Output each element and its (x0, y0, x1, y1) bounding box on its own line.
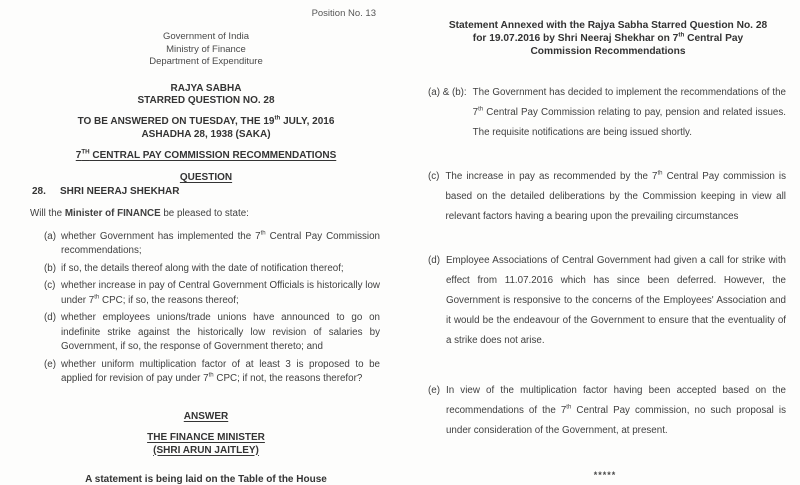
letterhead (30, 31, 382, 69)
answer-text: In view of the multiplication factor having been accepted based on the recommendations of the 7th Central Pay commission, no such proposal is under consideration of the Government, at present. (445, 385, 786, 437)
letterhead-line-2: Ministry of Finance (166, 43, 246, 55)
house-title-block (30, 83, 382, 108)
question-item-c (44, 279, 380, 308)
item-label: (a) (44, 230, 56, 242)
answer-item-e (424, 381, 786, 441)
letterhead-line-1: Government of India (162, 31, 250, 42)
question-heading: QUESTION (179, 171, 233, 183)
minister-block (30, 431, 382, 457)
question-number: 28. (32, 185, 46, 197)
member-row (30, 186, 382, 197)
page-right (424, 0, 786, 480)
answer-label: (c) (428, 171, 440, 183)
end-mark: ***** (593, 470, 617, 481)
item-label: (b) (44, 262, 56, 274)
position-number: Position No. 13 (311, 8, 376, 19)
house-name: RAJYA SABHA (170, 82, 242, 94)
answer-item-ab (424, 83, 786, 143)
answer-text: The Government has decided to implement the recommendations of the 7th Central Pay Commission relating to pay, pension and related issues. The requisite notifications are being issued shortly. (472, 87, 786, 139)
item-text: whether uniform multiplication factor of at least 3 is proposed to be applied for revision of pay under 7th CPC; if not, the reasons therefor? (61, 358, 380, 384)
item-label: (e) (44, 358, 56, 370)
question-item-d (44, 311, 380, 355)
answer-label: (e) (428, 385, 440, 397)
starred-question-number: STARRED QUESTION NO. 28 (137, 95, 275, 106)
item-text: whether increase in pay of Central Government Officials is historically low under 7th CPC; if so, the reasons thereof; (61, 280, 380, 306)
answer-date-block (30, 115, 382, 141)
question-items (30, 230, 382, 387)
question-item-e (44, 358, 380, 387)
question-item-a (44, 230, 380, 259)
question-item-b (44, 262, 380, 277)
item-text: if so, the details thereof along with the date of notification thereof; (61, 262, 344, 274)
item-label: (c) (44, 280, 56, 291)
answer-item-c (424, 167, 786, 227)
subject-line (30, 150, 382, 161)
subject-text: 7TH CENTRAL PAY COMMISSION RECOMMENDATIONS (75, 148, 337, 161)
member-name: SHRI NEERAJ SHEKHAR (60, 185, 180, 197)
saka-date-line: ASHADHA 28, 1938 (SAKA) (141, 128, 271, 140)
minister-name: (SHRI ARUN JAITLEY) (153, 444, 259, 456)
answer-text: The increase in pay as recommended by the 7th Central Pay commission is based on the detailed deliberations by the Commission keeping in view all relevant factors having a bearing upon the prevailing circumstances (445, 171, 786, 223)
page-left (30, 0, 382, 485)
item-label: (d) (44, 312, 56, 323)
statement-line: A statement is being laid on the Table of the House (85, 473, 327, 485)
letterhead-line-3: Department of Expenditure (149, 56, 263, 67)
minister-title: THE FINANCE MINISTER (147, 431, 265, 443)
answer-label: (a) & (b): (428, 87, 467, 99)
answer-heading: ANSWER (183, 410, 229, 422)
statement-header: Statement Annexed with the Rajya Sabha Starred Question No. 28 for 19.07.2016 by Shri Neeraj Shekhar on 7th Central Pay Commission Recommendations (448, 20, 768, 57)
answer-label: (d) (428, 255, 440, 267)
answer-date-line: TO BE ANSWERED ON TUESDAY, THE 19th JULY, 2016 (77, 114, 335, 127)
answer-text: Employee Associations of Central Government had given a call for strike with effect from 11.07.2016 which has since been deferred. However, the Government is responsive to the concerns of the Employees' Association and it would be the endeavour of the Government to ensure that the eventuality of a strike does not arise. (445, 255, 786, 347)
question-preamble: Will the Minister of FINANCE be pleased to state: (30, 207, 249, 219)
item-text: whether Government has implemented the 7th Central Pay Commission recommendations; (61, 230, 380, 256)
answer-item-d (424, 251, 786, 351)
item-text: whether employees unions/trade unions have announced to go on indefinite strike against the historically low revision of salaries by Government, if so, the response of Government thereto; and (61, 312, 380, 352)
